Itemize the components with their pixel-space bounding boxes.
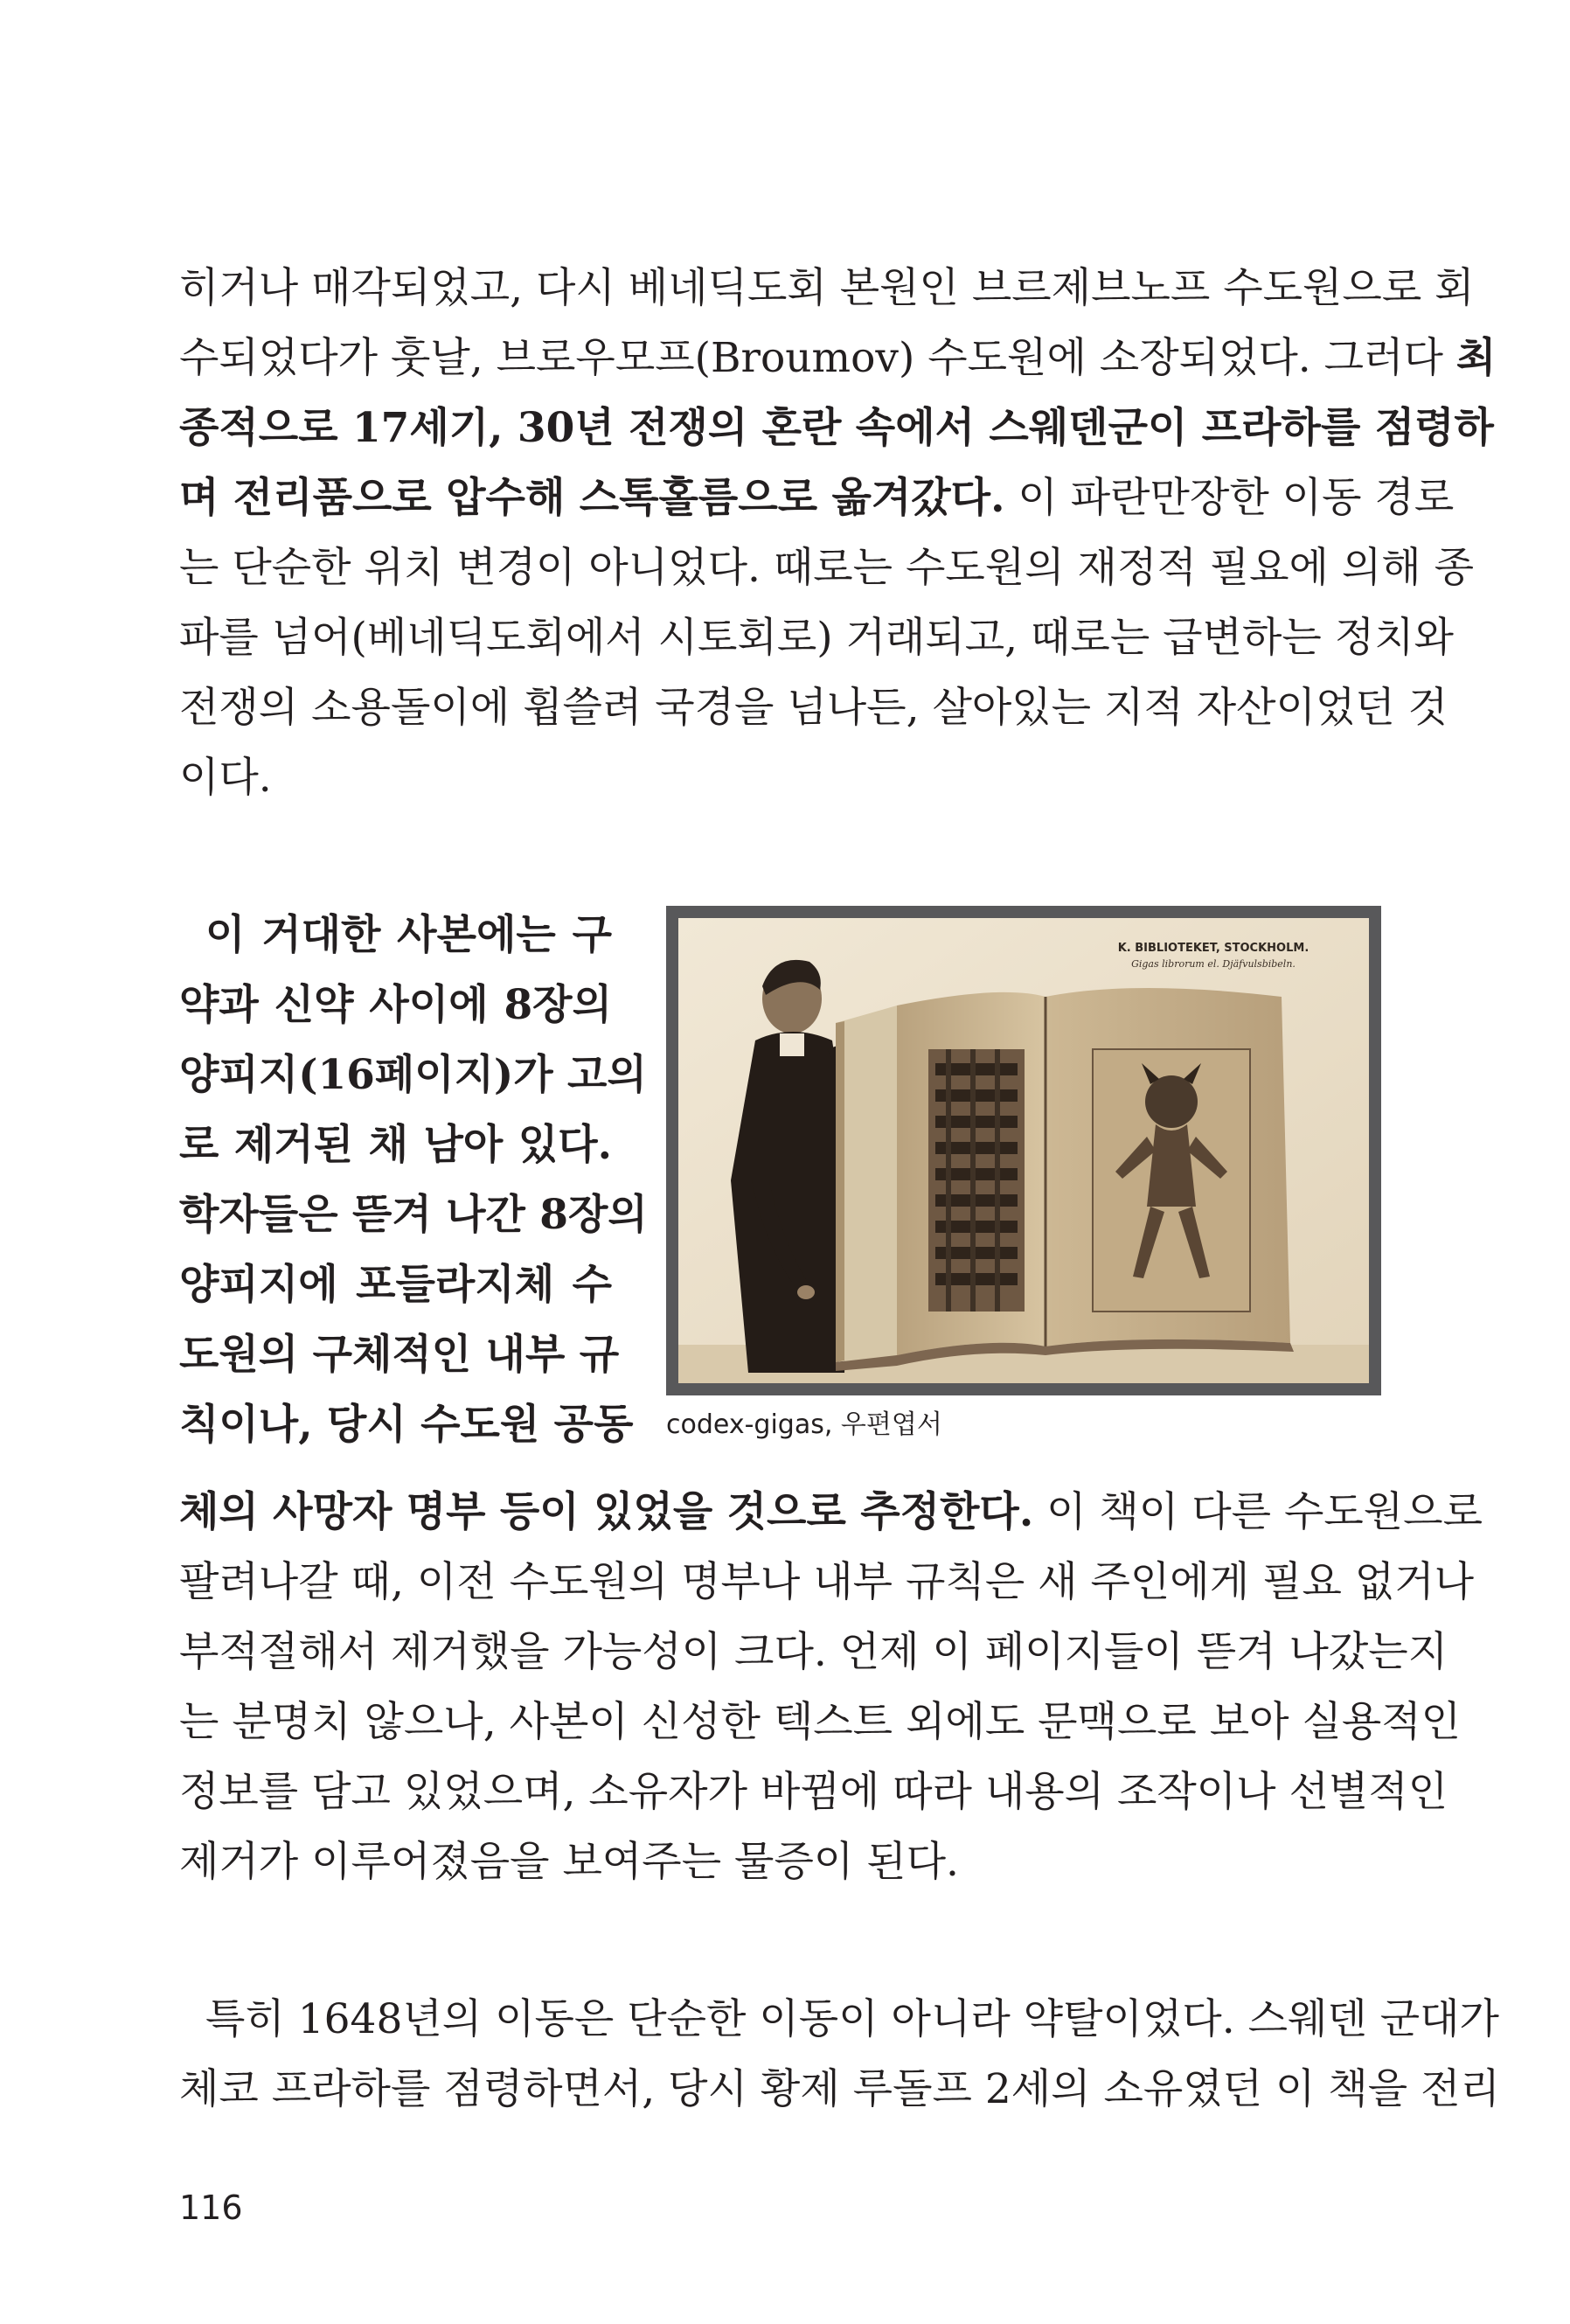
postcard-title: K. BIBLIOTEKET, STOCKHOLM. xyxy=(1117,942,1309,955)
paragraph-2-wrap-line-2: 약과 신약 사이에 8장의 xyxy=(179,981,612,1029)
codex-gigas-postcard-figure xyxy=(666,906,1381,1395)
paragraph-2-wrap-line-7: 도원의 구체적인 내부 규 xyxy=(179,1331,620,1379)
paragraph-2-line-12: 는 분명치 않으나, 사본이 신성한 텍스트 외에도 문맥으로 보아 실용적인 xyxy=(179,1698,1462,1746)
paragraph-2-wrap-line-8: 칙이나, 당시 수도원 공동 xyxy=(179,1401,634,1449)
paragraph-2-wrap-line-6: 양피지에 포들라지체 수 xyxy=(179,1261,612,1309)
paragraph-2-wrap-line-3: 양피지(16페이지)가 고의 xyxy=(179,1051,647,1099)
paragraph-2-wrap-line-4: 로 제거된 채 남아 있다. xyxy=(179,1121,612,1169)
page-number: 116 xyxy=(179,2188,243,2227)
paragraph-2-line-13: 정보를 담고 있었으며, 소유자가 바뀜에 따라 내용의 조작이나 선별적인 xyxy=(179,1768,1448,1816)
postcard-subtitle: Gigas librorum el. Djäfvulsbibeln. xyxy=(1131,958,1296,970)
paragraph-1-line-7: 전쟁의 소용돌이에 휩쓸려 국경을 넘나든, 살아있는 지적 자산이었던 것 xyxy=(179,684,1448,732)
paragraph-1-line-5: 는 단순한 위치 변경이 아니었다. 때로는 수도원의 재정적 필요에 의해 종 xyxy=(179,544,1474,592)
paragraph-2-wrap-line-5: 학자들은 뜯겨 나간 8장의 xyxy=(179,1191,648,1239)
paragraph-3-line-1: 특히 1648년의 이동은 단순한 이동이 아니라 약탈이었다. 스웨덴 군대가 xyxy=(205,1995,1499,2043)
paragraph-2-line-9: 체의 사망자 명부 등이 있었을 것으로 추정한다. 이 책이 다른 수도원으로 xyxy=(179,1488,1483,1536)
paragraph-2-wrap-line-1: 이 거대한 사본에는 구 xyxy=(205,911,612,959)
paragraph-3-line-2: 체코 프라하를 점령하면서, 당시 황제 루돌프 2세의 소유였던 이 책을 전리 xyxy=(179,2065,1500,2113)
paragraph-2-line-14: 제거가 이루어졌음을 보여주는 물증이 된다. xyxy=(179,1838,959,1886)
paragraph-2-line-10: 팔려나갈 때, 이전 수도원의 명부나 내부 규칙은 새 주인에게 필요 없거나 xyxy=(179,1558,1474,1606)
paragraph-1-line-6: 파를 넘어(베네딕도회에서 시토회로) 거래되고, 때로는 급변하는 정치와 xyxy=(179,614,1454,662)
paragraph-2-line-11: 부적절해서 제거했을 가능성이 크다. 언제 이 페이지들이 뜯겨 나갔는지 xyxy=(179,1628,1448,1676)
paragraph-1-line-8: 이다. xyxy=(179,754,272,802)
paragraph-1-line-1: 히거나 매각되었고, 다시 베네딕도회 본원인 브르제브노프 수도원으로 회 xyxy=(179,264,1475,312)
postcard-image xyxy=(678,918,1369,1383)
paragraph-1-line-4: 며 전리품으로 압수해 스톡홀름으로 옮겨갔다. 이 파란만장한 이동 경로 xyxy=(179,474,1455,522)
paragraph-1-line-2: 수되었다가 훗날, 브로우모프(Broumov) 수도원에 소장되었다. 그러다 최 xyxy=(179,334,1497,382)
figure-caption: codex-gigas, 우편엽서 xyxy=(666,1409,942,1440)
paragraph-1-line-3: 종적으로 17세기, 30년 전쟁의 혼란 속에서 스웨덴군이 프라하를 점령하 xyxy=(179,404,1494,452)
